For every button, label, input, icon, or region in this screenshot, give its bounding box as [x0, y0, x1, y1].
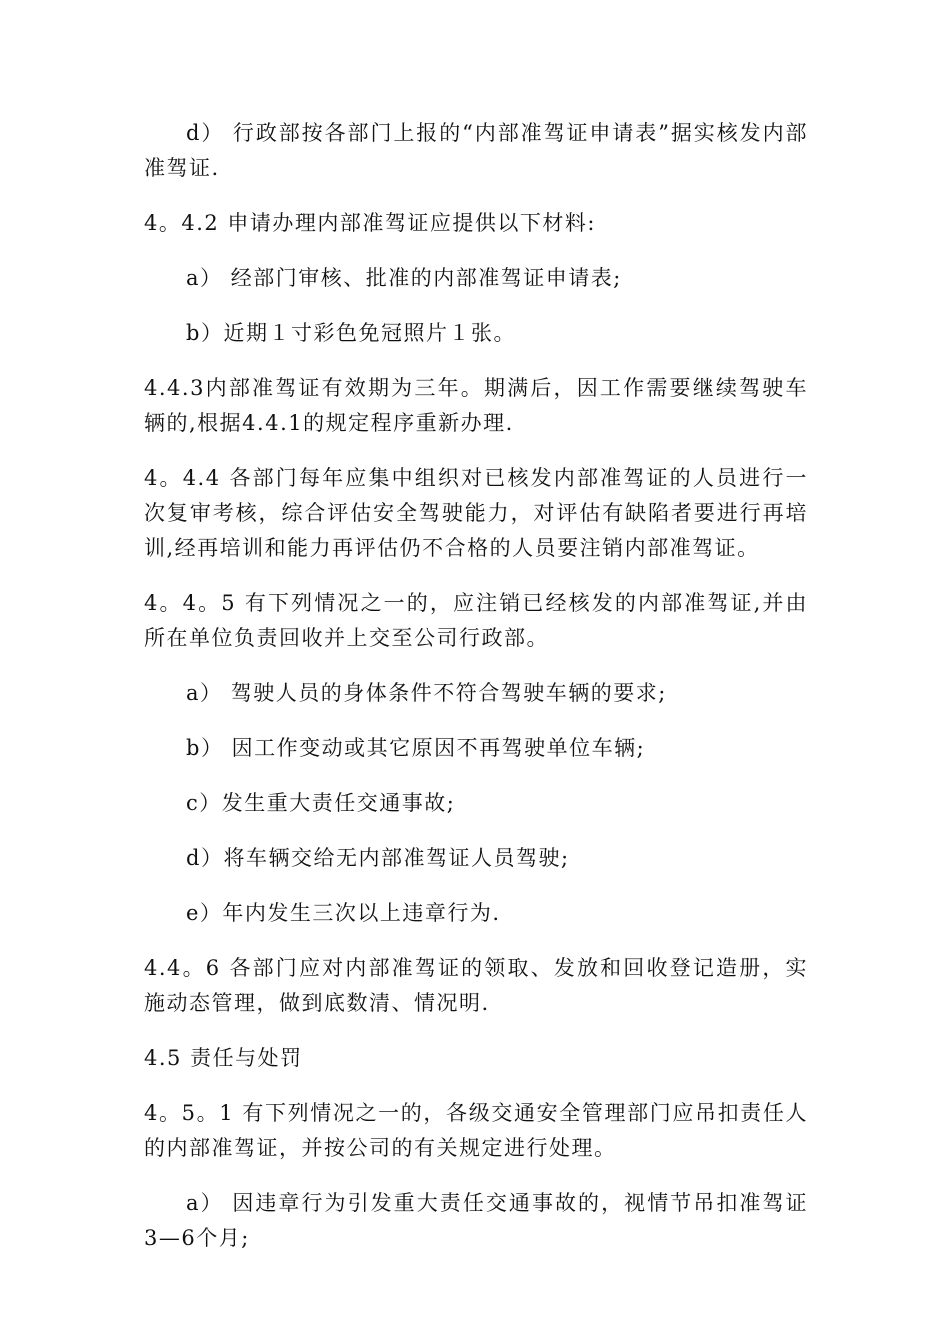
paragraph-4-4-5-a: a） 驾驶人员的身体条件不符合驾驶车辆的要求;	[186, 681, 667, 705]
paragraph-4-4-3: 4.4.3内部准驾证有效期为三年。期满后，因工作需要继续驾驶车辆的,根据4.4.1的规定程序重新办理.	[144, 376, 808, 435]
paragraph-4-4-5-d: d）将车辆交给无内部准驾证人员驾驶;	[186, 846, 570, 870]
paragraph-4-4-5: 4。4。5 有下列情况之一的，应注销已经核发的内部准驾证,并由所在单位负责回收并上交至公司行政部。	[144, 591, 808, 650]
paragraph-4-4-2-b: b）近期１寸彩色免冠照片１张。	[186, 321, 516, 345]
paragraph-4-4-2: 4。4.2 申请办理内部准驾证应提供以下材料:	[144, 211, 597, 235]
paragraph-4-4-5-b: b） 因工作变动或其它原因不再驾驶单位车辆;	[186, 736, 646, 760]
paragraph-4-5-1-a: a） 因违章行为引发重大责任交通事故的，视情节吊扣准驾证3—6个月;	[144, 1191, 808, 1250]
paragraph-4-5-1: 4。5。1 有下列情况之一的，各级交通安全管理部门应吊扣责任人的内部准驾证，并按公司的有关规定进行处理。	[144, 1101, 808, 1160]
paragraph-4-4-5-e: e）年内发生三次以上违章行为.	[186, 901, 501, 925]
section-heading-4-5: 4.5 责任与处罚	[144, 1046, 303, 1070]
paragraph-4-4-1-d: d） 行政部按各部门上报的“内部准驾证申请表”据实核发内部准驾证.	[144, 121, 808, 180]
document-body	[144, 116, 808, 1276]
paragraph-4-4-5-c: c）发生重大责任交通事故;	[186, 791, 456, 815]
paragraph-4-4-2-a: a） 经部门审核、批准的内部准驾证申请表;	[186, 266, 622, 290]
paragraph-4-4-6: 4.4。6 各部门应对内部准驾证的领取、发放和回收登记造册，实施动态管理，做到底数清、情况明.	[144, 956, 808, 1015]
paragraph-4-4-4: 4。4.4 各部门每年应集中组织对已核发内部准驾证的人员进行一次复审考核，综合评估安全驾驶能力，对评估有缺陷者要进行再培训,经再培训和能力再评估仍不合格的人员要注销内部准驾证。	[144, 466, 808, 560]
